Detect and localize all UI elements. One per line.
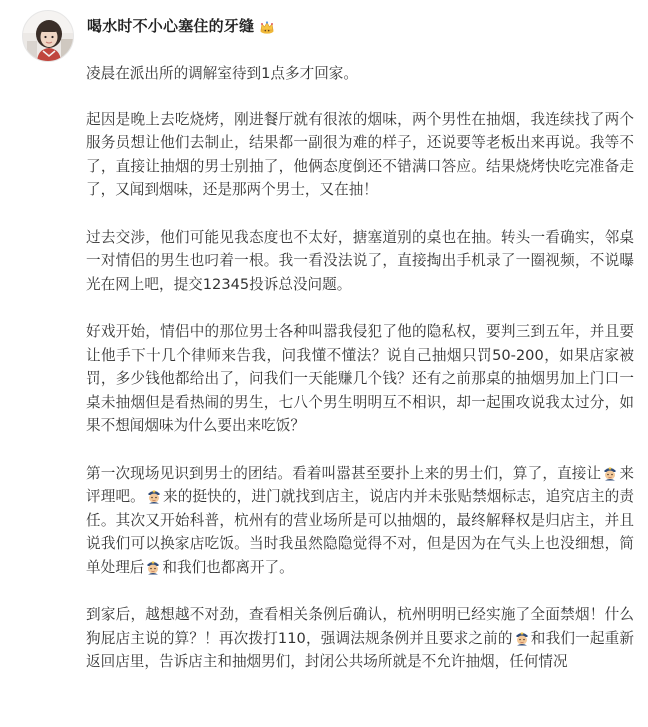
crown-icon xyxy=(259,19,275,33)
username-row xyxy=(87,15,275,36)
post-paragraph xyxy=(86,108,634,202)
post-header xyxy=(22,10,275,70)
post-paragraph xyxy=(86,62,634,86)
post-paragraph xyxy=(86,226,634,297)
user-avatar[interactable] xyxy=(22,10,74,62)
paragraph-text: 好戏开始，情侣中的那位男士各种叫嚣我侵犯了他的隐私权，要判三到五年，并且要让他手下十几个律师来告我，问我懂不懂法？说自己抽烟只罚50-200，如果店家被罚，多少钱他都给出了，问我们一天能赚几个钱？还有之前那桌的抽烟男加上门口一桌未抽烟但是看热闹的男生，七八个男生明明互不相识，却一起围攻说我太过分，如果不想闻烟味为什么要出来吃饭？ xyxy=(86,322,634,435)
paragraph-text: 来评理吧。 xyxy=(86,464,634,506)
avatar-photo-icon xyxy=(23,11,73,61)
police-officer-icon xyxy=(145,559,161,575)
paragraph-text: 来的挺快的，进门就找到店主，说店内并未张贴禁烟标志，追究店主的责任。其次又开始科普，杭州有的营业场所是可以抽烟的，最终解释权是归店主，并且说我们可以换家店吃饭。当时我虽然隐隐觉得不对，但是因为在气头上也没细想，简单处理后 xyxy=(86,488,634,576)
police-officer-icon xyxy=(146,488,162,504)
post-paragraph xyxy=(86,603,634,674)
paragraph-text: 和我们也都离开了。 xyxy=(162,558,294,576)
username[interactable]: 喝水时不小心塞住的牙缝 xyxy=(87,17,255,35)
post-paragraph xyxy=(86,462,634,580)
police-officer-icon xyxy=(602,465,618,481)
paragraph-text: 和我们一起重新返回店里，告诉店主和抽烟男们，封闭公共场所就是不允许抽烟，任何情况 xyxy=(86,629,634,671)
paragraph-text: 起因是晚上去吃烧烤，刚进餐厅就有很浓的烟味，两个男性在抽烟，我连续找了两个服务员想让他们去制止，结果都一副很为难的样子，还说要等老板出来再说。我等不了，直接让抽烟的男士别抽了，他俩态度倒还不错满口答应。结果烧烤快吃完准备走了，又闻到烟味，还是那两个男士，又在抽！ xyxy=(86,110,634,199)
post-body xyxy=(86,62,634,697)
paragraph-text: 第一次现场见识到男士的团结。看着叫嚣甚至要扑上来的男士们，算了，直接让 xyxy=(86,464,602,482)
paragraph-text: 凌晨在派出所的调解室待到1点多才回家。 xyxy=(86,65,358,82)
police-officer-icon xyxy=(514,630,530,646)
paragraph-text: 到家后，越想越不对劲，查看相关条例后确认，杭州明明已经实施了全面禁烟！什么狗屁店主说的算？！再次拨打110，强调法规条例并且要求之前的 xyxy=(86,606,634,647)
paragraph-text: 过去交涉，他们可能见我态度也不太好，搪塞道别的桌也在抽。转头一看确实，邻桌一对情侣的男生也叼着一根。我一看没法说了，直接掏出手机录了一圈视频，不说曝光在网上吧，提交12345投诉总没问题。 xyxy=(86,228,634,293)
post-paragraph xyxy=(86,320,634,438)
